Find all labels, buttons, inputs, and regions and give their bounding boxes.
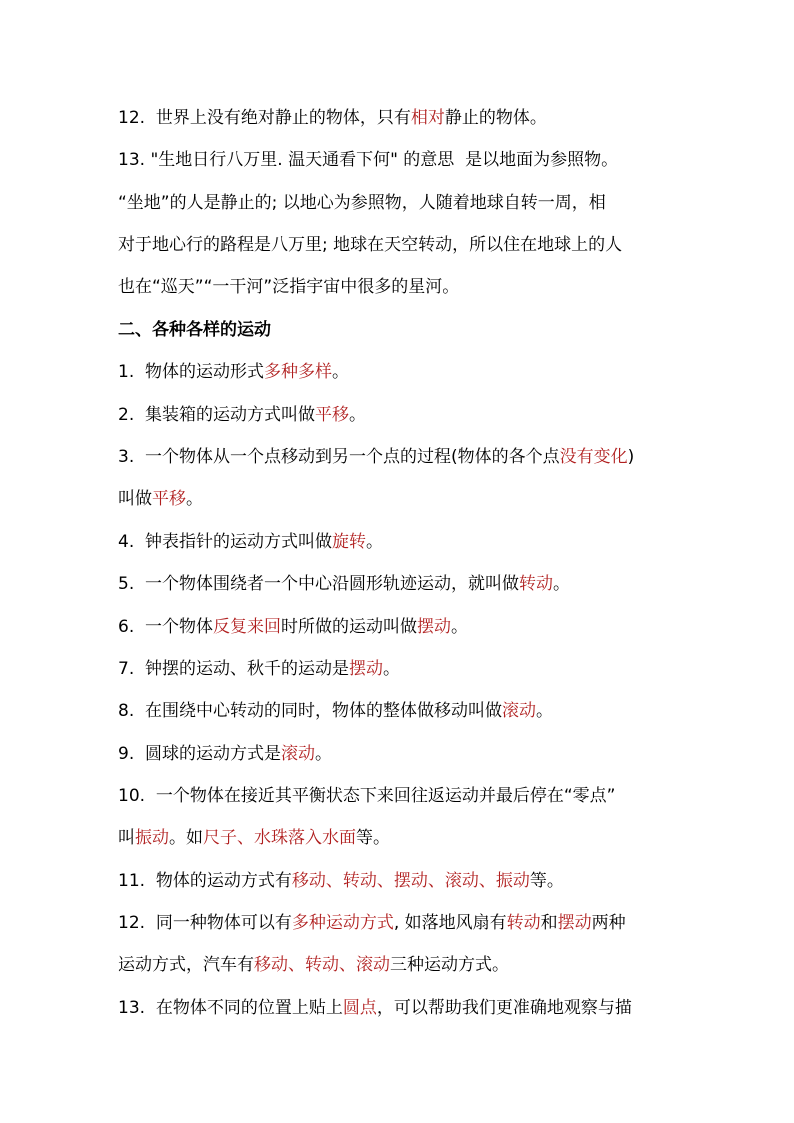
text-segment: 。 xyxy=(383,659,401,679)
text-segment: 12. 同一种物体可以有 xyxy=(118,913,292,933)
highlighted-text: 反复来回 xyxy=(213,617,282,637)
text-line xyxy=(118,487,688,511)
text-line xyxy=(118,191,688,215)
text-segment: 13. 在物体不同的位置上贴上 xyxy=(118,998,343,1018)
text-segment: 11. 物体的运动方式有 xyxy=(118,871,292,891)
text-segment: 。 xyxy=(451,617,469,637)
highlighted-text: 滚动 xyxy=(502,701,537,721)
text-segment: 。 xyxy=(366,532,384,552)
text-segment: 1. 物体的运动形式 xyxy=(118,362,265,382)
text-line xyxy=(118,275,688,299)
highlighted-text: 相对 xyxy=(410,108,445,128)
text-segment: 。 xyxy=(553,574,571,594)
highlighted-text: 旋转 xyxy=(332,532,367,552)
text-segment: 。 xyxy=(349,405,367,425)
text-line xyxy=(118,318,688,342)
highlighted-text: 多种运动方式 xyxy=(291,913,394,933)
text-segment: 等。 xyxy=(529,871,564,891)
text-segment: ) xyxy=(627,447,635,467)
text-line xyxy=(118,826,688,850)
highlighted-text: 摆动 xyxy=(557,913,592,933)
highlighted-text: 平移 xyxy=(152,489,186,509)
text-segment: 。 xyxy=(536,701,554,721)
text-segment: 静止的物体。 xyxy=(444,108,547,128)
text-segment: 和 xyxy=(540,913,558,933)
highlighted-text: 尺子、水珠落入水面 xyxy=(203,828,356,848)
text-segment: 10. 一个物体在接近其平衡状态下来回往返运动并最后停在“零点” xyxy=(118,786,616,806)
text-line xyxy=(118,233,688,257)
text-segment: 两种 xyxy=(591,913,626,933)
text-segment: , 如落地风扇有 xyxy=(393,913,507,933)
text-segment: 13. "生地日行八万里. 温天通看下何" 的意思 是以地面为参照物。 xyxy=(118,150,619,170)
text-line xyxy=(118,403,688,427)
text-segment: 3. 一个物体从一个点移动到另一个点的过程(物体的各个点 xyxy=(118,447,560,467)
text-segment: 12. 世界上没有绝对静止的物体，只有 xyxy=(118,108,411,128)
text-segment: 。 xyxy=(315,744,333,764)
text-segment: 4. 钟表指针的运动方式叫做 xyxy=(118,532,333,552)
text-line xyxy=(118,869,688,893)
text-segment: 对于地心行的路程是八万里; 地球在天空转动，所以住在地球上的人 xyxy=(118,235,623,255)
text-segment: 三种运动方式。 xyxy=(390,955,509,975)
highlighted-text: 振动 xyxy=(135,828,169,848)
text-segment: 5. 一个物体围绕者一个中心沿圆形轨迹运动，就叫做 xyxy=(118,574,520,594)
text-segment: 等。 xyxy=(356,828,390,848)
text-line xyxy=(118,148,688,172)
text-segment: 。如 xyxy=(169,828,203,848)
text-line xyxy=(118,699,688,723)
text-line xyxy=(118,615,688,639)
text-line xyxy=(118,572,688,596)
text-segment: 二、各种各样的运动 xyxy=(118,320,271,340)
text-segment: “坐地”的人是静止的; 以地心为参照物，人随着地球自转一周，相 xyxy=(118,193,606,213)
text-segment: 运动方式，汽车有 xyxy=(118,955,254,975)
text-line xyxy=(118,657,688,681)
text-segment: 。 xyxy=(332,362,350,382)
highlighted-text: 多种多样 xyxy=(264,362,333,382)
highlighted-text: 圆点 xyxy=(342,998,377,1018)
text-segment: 6. 一个物体 xyxy=(118,617,214,637)
text-line xyxy=(118,784,688,808)
highlighted-text: 平移 xyxy=(315,405,350,425)
text-segment: 叫做 xyxy=(118,489,152,509)
text-line xyxy=(118,996,688,1020)
highlighted-text: 摆动 xyxy=(417,617,452,637)
text-segment: 也在“巡天”“一干河”泛指宇宙中很多的星河。 xyxy=(118,277,460,297)
highlighted-text: 没有变化 xyxy=(559,447,628,467)
highlighted-text: 移动、转动、滚动 xyxy=(254,955,390,975)
text-segment: 7. 钟摆的运动、秋千的运动是 xyxy=(118,659,350,679)
text-line xyxy=(118,530,688,554)
text-line xyxy=(118,953,688,977)
text-segment: 叫 xyxy=(118,828,135,848)
text-line xyxy=(118,445,688,469)
text-segment: 2. 集装箱的运动方式叫做 xyxy=(118,405,316,425)
highlighted-text: 移动、转动、摆动、滚动、振动 xyxy=(291,871,530,891)
text-segment: ，可以帮助我们更准确地观察与描 xyxy=(376,998,632,1018)
highlighted-text: 转动 xyxy=(506,913,541,933)
highlighted-text: 转动 xyxy=(519,574,554,594)
highlighted-text: 摆动 xyxy=(349,659,384,679)
text-segment: 时所做的运动叫做 xyxy=(281,617,418,637)
text-line xyxy=(118,360,688,384)
text-segment: 9. 圆球的运动方式是 xyxy=(118,744,282,764)
text-segment: 。 xyxy=(186,489,203,509)
text-segment: 8. 在围绕中心转动的同时，物体的整体做移动叫做 xyxy=(118,701,503,721)
text-line xyxy=(118,106,688,130)
highlighted-text: 滚动 xyxy=(281,744,316,764)
text-line xyxy=(118,911,688,935)
text-line xyxy=(118,742,688,766)
